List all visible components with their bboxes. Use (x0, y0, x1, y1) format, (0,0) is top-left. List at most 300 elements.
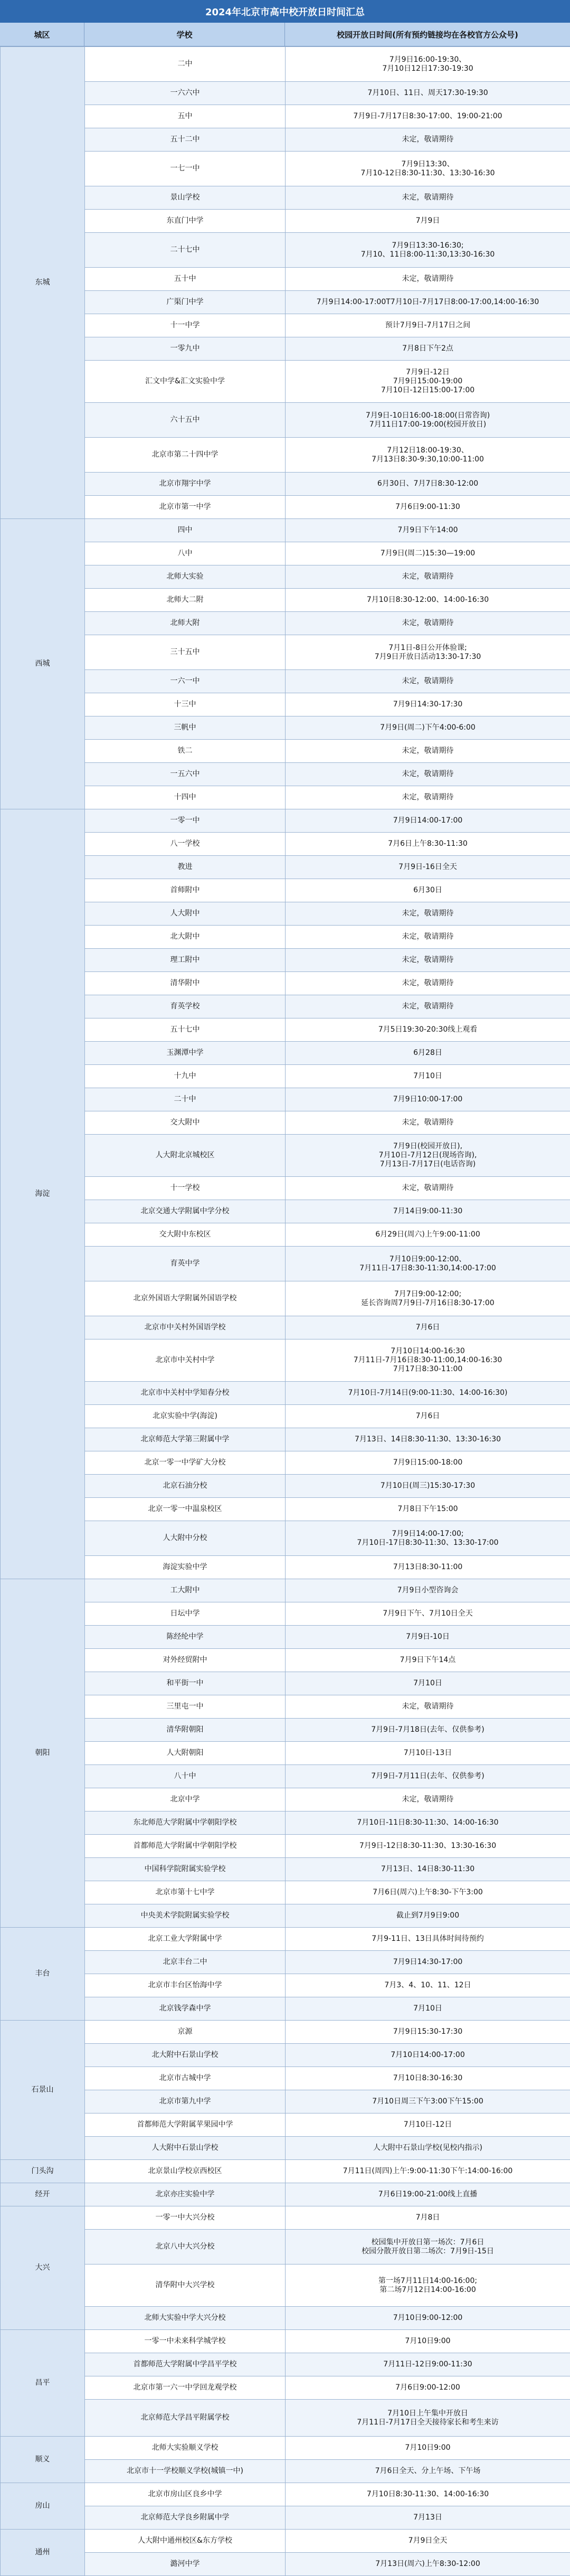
table-row (1, 879, 570, 902)
open-day-time-cell: 7月9日下午14点 (286, 1649, 570, 1672)
open-day-time-cell: 7月6日19:00-21:00线上直播 (286, 2183, 570, 2206)
table-row (1, 2376, 570, 2400)
open-day-time-cell: 7月10日(周三)15:30-17:30 (286, 1475, 570, 1498)
school-cell: 三十五中 (85, 635, 286, 670)
school-cell: 一六六中 (85, 82, 286, 105)
open-day-time-cell: 7月9日下午14:00 (286, 519, 570, 542)
district-cell: 顺义 (1, 2437, 85, 2483)
open-day-time-cell: 未定，敬请期待 (286, 670, 570, 693)
open-day-time-cell: 6月29日(周六)上午9:00-11:00 (286, 1223, 570, 1247)
open-day-time-cell: 7月6日全天、分上午场、下午场 (286, 2460, 570, 2483)
table-row (1, 2067, 570, 2090)
open-day-time-cell: 未定，敬请期待 (286, 972, 570, 995)
open-day-time-cell: 7月9-11日、13日具体时间待预约 (286, 1928, 570, 1951)
school-cell: 一六一中 (85, 670, 286, 693)
open-day-time-cell: 预计7月9日-7月17日之间 (286, 314, 570, 337)
table-row (1, 2460, 570, 2483)
open-day-time-cell: 7月9日14:00-17:00; 7月10日-17日8:30-11:30、13:30-17:00 (286, 1521, 570, 1556)
district-cell: 昌平 (1, 2330, 85, 2437)
table-row (1, 926, 570, 949)
open-day-time-cell: 7月7日9:00-12:00; 延长咨询周7月9日-7月16日8:30-17:00 (286, 1281, 570, 1316)
open-day-time-cell: 校园集中开放日第一场次：7月6日 校园分散开放日第二场次：7月9日-15日 (286, 2230, 570, 2264)
table-row (1, 1428, 570, 1451)
table-row (1, 337, 570, 361)
table-row (1, 1200, 570, 1223)
school-cell: 北大附中 (85, 926, 286, 949)
open-day-time-cell: 7月11日(周四)上午:9:00-11:30下午:14:00-16:00 (286, 2160, 570, 2183)
school-cell: 北师大实验 (85, 565, 286, 589)
table-row (1, 2137, 570, 2160)
district-cell: 经开 (1, 2183, 85, 2206)
school-cell: 陈经纶中学 (85, 1626, 286, 1649)
open-day-time-cell: 7月9日小型咨询会 (286, 1579, 570, 1602)
table-row (1, 291, 570, 314)
open-day-time-cell: 7月5日19:30-20:30线上观看 (286, 1018, 570, 1042)
table-row (1, 740, 570, 763)
school-cell: 北师大实验顺义学校 (85, 2437, 286, 2460)
district-cell: 海淀 (1, 809, 85, 1579)
school-cell: 北京市房山区良乡中学 (85, 2483, 286, 2506)
school-cell: 北京师范大学良乡附属中学 (85, 2506, 286, 2530)
school-cell: 八十中 (85, 1765, 286, 1788)
open-day-time-cell: 7月1日-8日公开体验课; 7月9日开放日活动13:30-17:30 (286, 635, 570, 670)
table-row (1, 2530, 570, 2553)
school-cell: 八中 (85, 542, 286, 565)
table-row (1, 1111, 570, 1135)
table-row (1, 403, 570, 438)
school-cell: 汇文中学&汇文实验中学 (85, 361, 286, 403)
school-cell: 玉渊潭中学 (85, 1042, 286, 1065)
open-day-time-cell: 截止到7月9日9:00 (286, 1904, 570, 1928)
school-cell: 一零一中 (85, 809, 286, 833)
table-row (1, 496, 570, 519)
open-day-time-cell: 7月10日9:00-12:00 (286, 2307, 570, 2330)
table-row (1, 2553, 570, 2576)
table-row (1, 2483, 570, 2506)
table-row (1, 833, 570, 856)
table-row (1, 2044, 570, 2067)
table-row (1, 972, 570, 995)
school-cell: 育英学校 (85, 995, 286, 1018)
table-row (1, 1451, 570, 1475)
table-row (1, 565, 570, 589)
open-day-time-cell: 7月9日-12日8:30-11:30、13:30-16:30 (286, 1835, 570, 1858)
school-cell: 北京市第十七中学 (85, 1881, 286, 1904)
district-cell: 朝阳 (1, 1579, 85, 1928)
table-row (1, 1974, 570, 1997)
open-day-time-cell: 7月9日13:30、 7月10-12日8:30-11:30、13:30-16:30 (286, 152, 570, 186)
open-day-time-cell: 未定，敬请期待 (286, 1788, 570, 1811)
school-cell: 二十中 (85, 1088, 286, 1111)
open-day-time-cell: 7月9日(校园开放日), 7月10日-7月12日(现场咨询), 7月13日-7月17日(电话咨询) (286, 1135, 570, 1177)
table-row (1, 1742, 570, 1765)
open-day-time-cell: 7月9日 (286, 210, 570, 233)
table-row (1, 1579, 570, 1602)
table-row (1, 105, 570, 128)
table-row (1, 519, 570, 542)
open-day-time-cell: 7月10日、11日、周天17:30-19:30 (286, 82, 570, 105)
open-day-time-cell: 7月9日-12日 7月9日15:00-19:00 7月10日-12日15:00-17:00 (286, 361, 570, 403)
open-day-time-cell: 未定，敬请期待 (286, 949, 570, 972)
school-cell: 广渠门中学 (85, 291, 286, 314)
school-cell: 北京丰台二中 (85, 1951, 286, 1974)
table-row (1, 1281, 570, 1316)
open-day-time-cell: 未定，敬请期待 (286, 565, 570, 589)
schedule-table (0, 46, 570, 2576)
open-day-time-cell: 7月6日9:00-12:00 (286, 2376, 570, 2400)
table-row (1, 47, 570, 82)
school-cell: 东直门中学 (85, 210, 286, 233)
school-cell: 北京一零一中学矿大分校 (85, 1451, 286, 1475)
open-day-time-cell: 未定，敬请期待 (286, 740, 570, 763)
open-day-time-cell: 7月3、4、10、11、12日 (286, 1974, 570, 1997)
open-day-time-cell: 未定，敬请期待 (286, 268, 570, 291)
school-cell: 北京八中大兴分校 (85, 2230, 286, 2264)
table-row (1, 2437, 570, 2460)
open-day-time-cell: 7月10日-11日8:30-11:30、14:00-16:30 (286, 1811, 570, 1835)
table-row (1, 152, 570, 186)
open-day-time-cell: 7月10日9:00-12:00、 7月11日-17日8:30-11:30,14:00-17:00 (286, 1247, 570, 1281)
school-cell: 东北师范大学附属中学朝阳学校 (85, 1811, 286, 1835)
school-cell: 潞河中学 (85, 2553, 286, 2576)
table-row (1, 1339, 570, 1382)
table-row (1, 2206, 570, 2230)
open-day-time-cell: 7月11日-12日9:00-11:30 (286, 2353, 570, 2376)
table-row (1, 1247, 570, 1281)
table-row (1, 1928, 570, 1951)
school-cell: 八一学校 (85, 833, 286, 856)
table-row (1, 361, 570, 403)
open-day-time-cell: 6月30日 (286, 879, 570, 902)
school-cell: 人大附中石景山学校 (85, 2137, 286, 2160)
school-cell: 北京市第一中学 (85, 496, 286, 519)
school-cell: 北京市十一学校顺义学校(城镇一中) (85, 2460, 286, 2483)
table-row (1, 1065, 570, 1088)
school-cell: 清华附朝阳 (85, 1719, 286, 1742)
district-cell: 大兴 (1, 2206, 85, 2330)
school-cell: 二十七中 (85, 233, 286, 268)
school-cell: 三里屯一中 (85, 1695, 286, 1719)
table-row (1, 438, 570, 473)
school-cell: 北京师范大学第三附属中学 (85, 1428, 286, 1451)
district-cell: 石景山 (1, 2021, 85, 2160)
school-cell: 首师附中 (85, 879, 286, 902)
table-row (1, 2353, 570, 2376)
school-cell: 景山学校 (85, 186, 286, 210)
school-cell: 一零一中未来科学城学校 (85, 2330, 286, 2353)
open-day-time-cell: 7月9日14:30-17:30 (286, 693, 570, 716)
school-cell: 教进 (85, 856, 286, 879)
school-cell: 北京市中关村中学 (85, 1339, 286, 1382)
school-cell: 清华附中大兴学校 (85, 2264, 286, 2307)
school-cell: 北京市中关村中学知春分校 (85, 1382, 286, 1405)
table-row (1, 1556, 570, 1579)
open-day-time-cell: 7月6日 (286, 1405, 570, 1428)
table-row (1, 1672, 570, 1695)
open-day-time-cell: 未定，敬请期待 (286, 186, 570, 210)
school-cell: 首都师范大学附属中学朝阳学校 (85, 1835, 286, 1858)
school-cell: 北京实验中学(海淀) (85, 1405, 286, 1428)
school-cell: 北师大二附 (85, 589, 286, 612)
table-row (1, 716, 570, 740)
school-cell: 十一中学 (85, 314, 286, 337)
school-cell: 五中 (85, 105, 286, 128)
school-cell: 北京市中关村外国语学校 (85, 1316, 286, 1339)
school-cell: 十一学校 (85, 1177, 286, 1200)
open-day-time-cell: 7月9日15:30-17:30 (286, 2021, 570, 2044)
table-row (1, 1177, 570, 1200)
header-time: 校园开放日时间(所有预约链接均在各校官方公众号) (285, 23, 570, 46)
table-row (1, 902, 570, 926)
school-cell: 北师大附 (85, 612, 286, 635)
open-day-time-cell: 7月8日下午15:00 (286, 1498, 570, 1521)
district-cell: 门头沟 (1, 2160, 85, 2183)
school-cell: 北京市丰台区怡海中学 (85, 1974, 286, 1997)
school-cell: 二中 (85, 47, 286, 82)
school-cell: 北京中学 (85, 1788, 286, 1811)
header-school: 学校 (84, 23, 285, 46)
open-day-time-cell: 7月13日、14日8:30-11:30 (286, 1858, 570, 1881)
open-day-time-cell: 7月9日10:00-17:00 (286, 1088, 570, 1111)
table-row (1, 1475, 570, 1498)
open-day-time-cell: 7月9日下午、7月10日全天 (286, 1602, 570, 1626)
table-row (1, 1498, 570, 1521)
open-day-time-cell: 7月10日 (286, 1065, 570, 1088)
open-day-time-cell: 未定，敬请期待 (286, 926, 570, 949)
school-cell: 中国科学院附属实验学校 (85, 1858, 286, 1881)
school-cell: 人大附中分校 (85, 1521, 286, 1556)
school-cell: 交大附中 (85, 1111, 286, 1135)
open-day-time-cell: 7月6日 (286, 1316, 570, 1339)
school-cell: 理工附中 (85, 949, 286, 972)
school-cell: 北京景山学校京西校区 (85, 2160, 286, 2183)
school-cell: 人大附中 (85, 902, 286, 926)
open-day-time-cell: 7月9日13:30-16:30; 7月10、11日8:00-11:30,13:30-16:30 (286, 233, 570, 268)
table-row (1, 1382, 570, 1405)
table-row (1, 809, 570, 833)
table-row (1, 1135, 570, 1177)
open-day-time-cell: 7月6日(周六)上午8:30-下午3:00 (286, 1881, 570, 1904)
open-day-time-cell: 未定，敬请期待 (286, 763, 570, 786)
table-row (1, 1788, 570, 1811)
district-cell: 通州 (1, 2530, 85, 2576)
table-row (1, 1316, 570, 1339)
table-row (1, 2506, 570, 2530)
table-row (1, 856, 570, 879)
open-day-time-cell: 7月9日全天 (286, 2530, 570, 2553)
table-row (1, 786, 570, 809)
table-row (1, 1042, 570, 1065)
table-row (1, 2113, 570, 2137)
school-cell: 北大附中石景山学校 (85, 2044, 286, 2067)
table-row (1, 1088, 570, 1111)
table-row (1, 1626, 570, 1649)
table-row (1, 1835, 570, 1858)
table-row (1, 1904, 570, 1928)
district-cell: 西城 (1, 519, 85, 809)
school-cell: 五十二中 (85, 128, 286, 152)
open-day-time-cell: 7月9日-10日 (286, 1626, 570, 1649)
table-row (1, 314, 570, 337)
open-day-time-cell: 7月10日 (286, 1672, 570, 1695)
school-cell: 一七一中 (85, 152, 286, 186)
open-day-time-cell: 7月13日(周六)上午8:30-12:00 (286, 2553, 570, 2576)
school-cell: 工大附中 (85, 1579, 286, 1602)
district-cell: 丰台 (1, 1928, 85, 2021)
table-row (1, 1405, 570, 1428)
open-day-time-cell: 7月13日、14日8:30-11:30、13:30-16:30 (286, 1428, 570, 1451)
school-cell: 北京交通大学附属中学分校 (85, 1200, 286, 1223)
open-day-time-cell: 7月9日15:00-18:00 (286, 1451, 570, 1475)
table-row (1, 693, 570, 716)
table-row (1, 763, 570, 786)
table-row (1, 268, 570, 291)
open-day-time-cell: 7月10日8:30-12:00、14:00-16:30 (286, 589, 570, 612)
table-row (1, 612, 570, 635)
open-day-time-cell: 7月10日14:00-16:30 7月11日-7月16日8:30-11:00,14:00-16:30 7月17日8:30-11:00 (286, 1339, 570, 1382)
table-row (1, 2090, 570, 2113)
open-day-time-cell: 7月10日-7月14日(9:00-11:30、14:00-16:30) (286, 1382, 570, 1405)
school-cell: 十四中 (85, 786, 286, 809)
open-day-time-cell: 7月6日9:00-11:30 (286, 496, 570, 519)
table-row (1, 2264, 570, 2307)
school-cell: 首都师范大学附属苹果园中学 (85, 2113, 286, 2137)
school-cell: 一零九中 (85, 337, 286, 361)
open-day-time-cell: 未定，敬请期待 (286, 1111, 570, 1135)
open-day-time-cell: 未定，敬请期待 (286, 128, 570, 152)
open-day-time-cell: 7月13日 (286, 2506, 570, 2530)
school-cell: 日坛中学 (85, 1602, 286, 1626)
school-cell: 一五六中 (85, 763, 286, 786)
open-day-time-cell: 7月10日周三下午3:00下午15:00 (286, 2090, 570, 2113)
school-cell: 京源 (85, 2021, 286, 2044)
open-day-time-cell: 7月6日上午8:30-11:30 (286, 833, 570, 856)
table-row (1, 635, 570, 670)
open-day-time-cell: 7月10日-12日 (286, 2113, 570, 2137)
open-day-time-cell: 6月28日 (286, 1042, 570, 1065)
table-row (1, 542, 570, 565)
open-day-time-cell: 未定，敬请期待 (286, 1695, 570, 1719)
table-row (1, 1719, 570, 1742)
school-cell: 北京石油分校 (85, 1475, 286, 1498)
school-cell: 海淀实验中学 (85, 1556, 286, 1579)
table-row (1, 670, 570, 693)
school-cell: 育英中学 (85, 1247, 286, 1281)
table-row (1, 949, 570, 972)
open-day-time-cell: 7月9日14:00-17:00T7月10日-7月17日8:00-17:00,14:00-16:30 (286, 291, 570, 314)
table-row (1, 2183, 570, 2206)
school-cell: 北京钱学森中学 (85, 1997, 286, 2021)
table-row (1, 995, 570, 1018)
open-day-time-cell: 7月10日8:30-11:30、14:00-16:30 (286, 2483, 570, 2506)
school-cell: 北京市第二十四中学 (85, 438, 286, 473)
sheet-title: 2024年北京市高中校开放日时间汇总 (0, 0, 570, 23)
table-row (1, 2021, 570, 2044)
open-day-time-cell: 7月9日14:30-17:00 (286, 1951, 570, 1974)
district-cell: 东城 (1, 47, 85, 519)
school-cell: 北京一零一中温泉校区 (85, 1498, 286, 1521)
open-day-time-cell: 7月9日-7月17日8:30-17:00、19:00-21:00 (286, 105, 570, 128)
table-row (1, 1649, 570, 1672)
school-cell: 对外经贸附中 (85, 1649, 286, 1672)
school-cell: 铁二 (85, 740, 286, 763)
school-cell: 和平街一中 (85, 1672, 286, 1695)
table-row (1, 1521, 570, 1556)
header-district: 城区 (0, 23, 84, 46)
school-cell: 人大附中通州校区&东方学校 (85, 2530, 286, 2553)
table-row (1, 210, 570, 233)
school-cell: 人大附朝阳 (85, 1742, 286, 1765)
open-day-time-cell: 7月9日-16日全天 (286, 856, 570, 879)
table-row (1, 1695, 570, 1719)
table-row (1, 473, 570, 496)
table-row (1, 2307, 570, 2330)
open-day-time-cell: 未定，敬请期待 (286, 1177, 570, 1200)
school-cell: 交大附中东校区 (85, 1223, 286, 1247)
open-day-time-cell: 7月10日8:30-16:30 (286, 2067, 570, 2090)
table-row (1, 233, 570, 268)
open-day-time-cell: 7月12日18:00-19:30、 7月13日8:30-9:30,10:00-11:00 (286, 438, 570, 473)
school-cell: 一零一中大兴分校 (85, 2206, 286, 2230)
open-day-time-cell: 7月9日-7月18日(去年、仅供参考) (286, 1719, 570, 1742)
open-day-time-cell: 7月10日14:00-17:00 (286, 2044, 570, 2067)
table-row (1, 186, 570, 210)
open-day-time-cell: 人大附中石景山学校(见校内指示) (286, 2137, 570, 2160)
open-day-time-cell: 7月10日上午集中开放日 7月11日-7月17日全天接待家长和考生来访 (286, 2400, 570, 2437)
open-day-time-cell: 6月30日、7月7日8:30-12:00 (286, 473, 570, 496)
school-cell: 五十中 (85, 268, 286, 291)
open-day-time-cell: 7月9日-7月11日(去年、仅供参考) (286, 1765, 570, 1788)
table-row (1, 1765, 570, 1788)
table-row (1, 2160, 570, 2183)
open-day-time-cell: 7月10日9:00 (286, 2437, 570, 2460)
open-day-time-cell: 7月9日16:00-19:30、 7月10日12日17:30-19:30 (286, 47, 570, 82)
table-row (1, 1858, 570, 1881)
table-row (1, 1811, 570, 1835)
school-cell: 三帆中 (85, 716, 286, 740)
table-row (1, 2400, 570, 2437)
school-cell: 人大附北京城校区 (85, 1135, 286, 1177)
open-day-time-cell: 7月9日(周二)下午4:00-6:00 (286, 716, 570, 740)
table-row (1, 589, 570, 612)
school-cell: 六十五中 (85, 403, 286, 438)
open-day-time-cell: 未定，敬请期待 (286, 995, 570, 1018)
district-cell: 房山 (1, 2483, 85, 2530)
open-day-time-cell: 7月10日 (286, 1997, 570, 2021)
school-cell: 北京市第一六一中学回龙观学校 (85, 2376, 286, 2400)
school-cell: 北京市翔宇中学 (85, 473, 286, 496)
table-row (1, 1997, 570, 2021)
table-row (1, 128, 570, 152)
school-cell: 北师大实验中学大兴分校 (85, 2307, 286, 2330)
open-day-time-cell: 7月13日8:30-11:00 (286, 1556, 570, 1579)
table-row (1, 2330, 570, 2353)
table-row (1, 1018, 570, 1042)
table-row (1, 1951, 570, 1974)
open-day-time-cell: 第一场7月11日14:00-16:00; 第二场7月12日14:00-16:00 (286, 2264, 570, 2307)
school-cell: 四中 (85, 519, 286, 542)
school-cell: 首都师范大学附属中学昌平学校 (85, 2353, 286, 2376)
school-cell: 北京外国语大学附属外国语学校 (85, 1281, 286, 1316)
open-day-time-cell: 7月9日14:00-17:00 (286, 809, 570, 833)
table-row (1, 1223, 570, 1247)
school-cell: 清华附中 (85, 972, 286, 995)
school-cell: 十九中 (85, 1065, 286, 1088)
school-cell: 北京市古城中学 (85, 2067, 286, 2090)
table-row (1, 2230, 570, 2264)
open-day-time-cell: 7月8日下午2点 (286, 337, 570, 361)
open-day-time-cell: 7月10日9:00 (286, 2330, 570, 2353)
